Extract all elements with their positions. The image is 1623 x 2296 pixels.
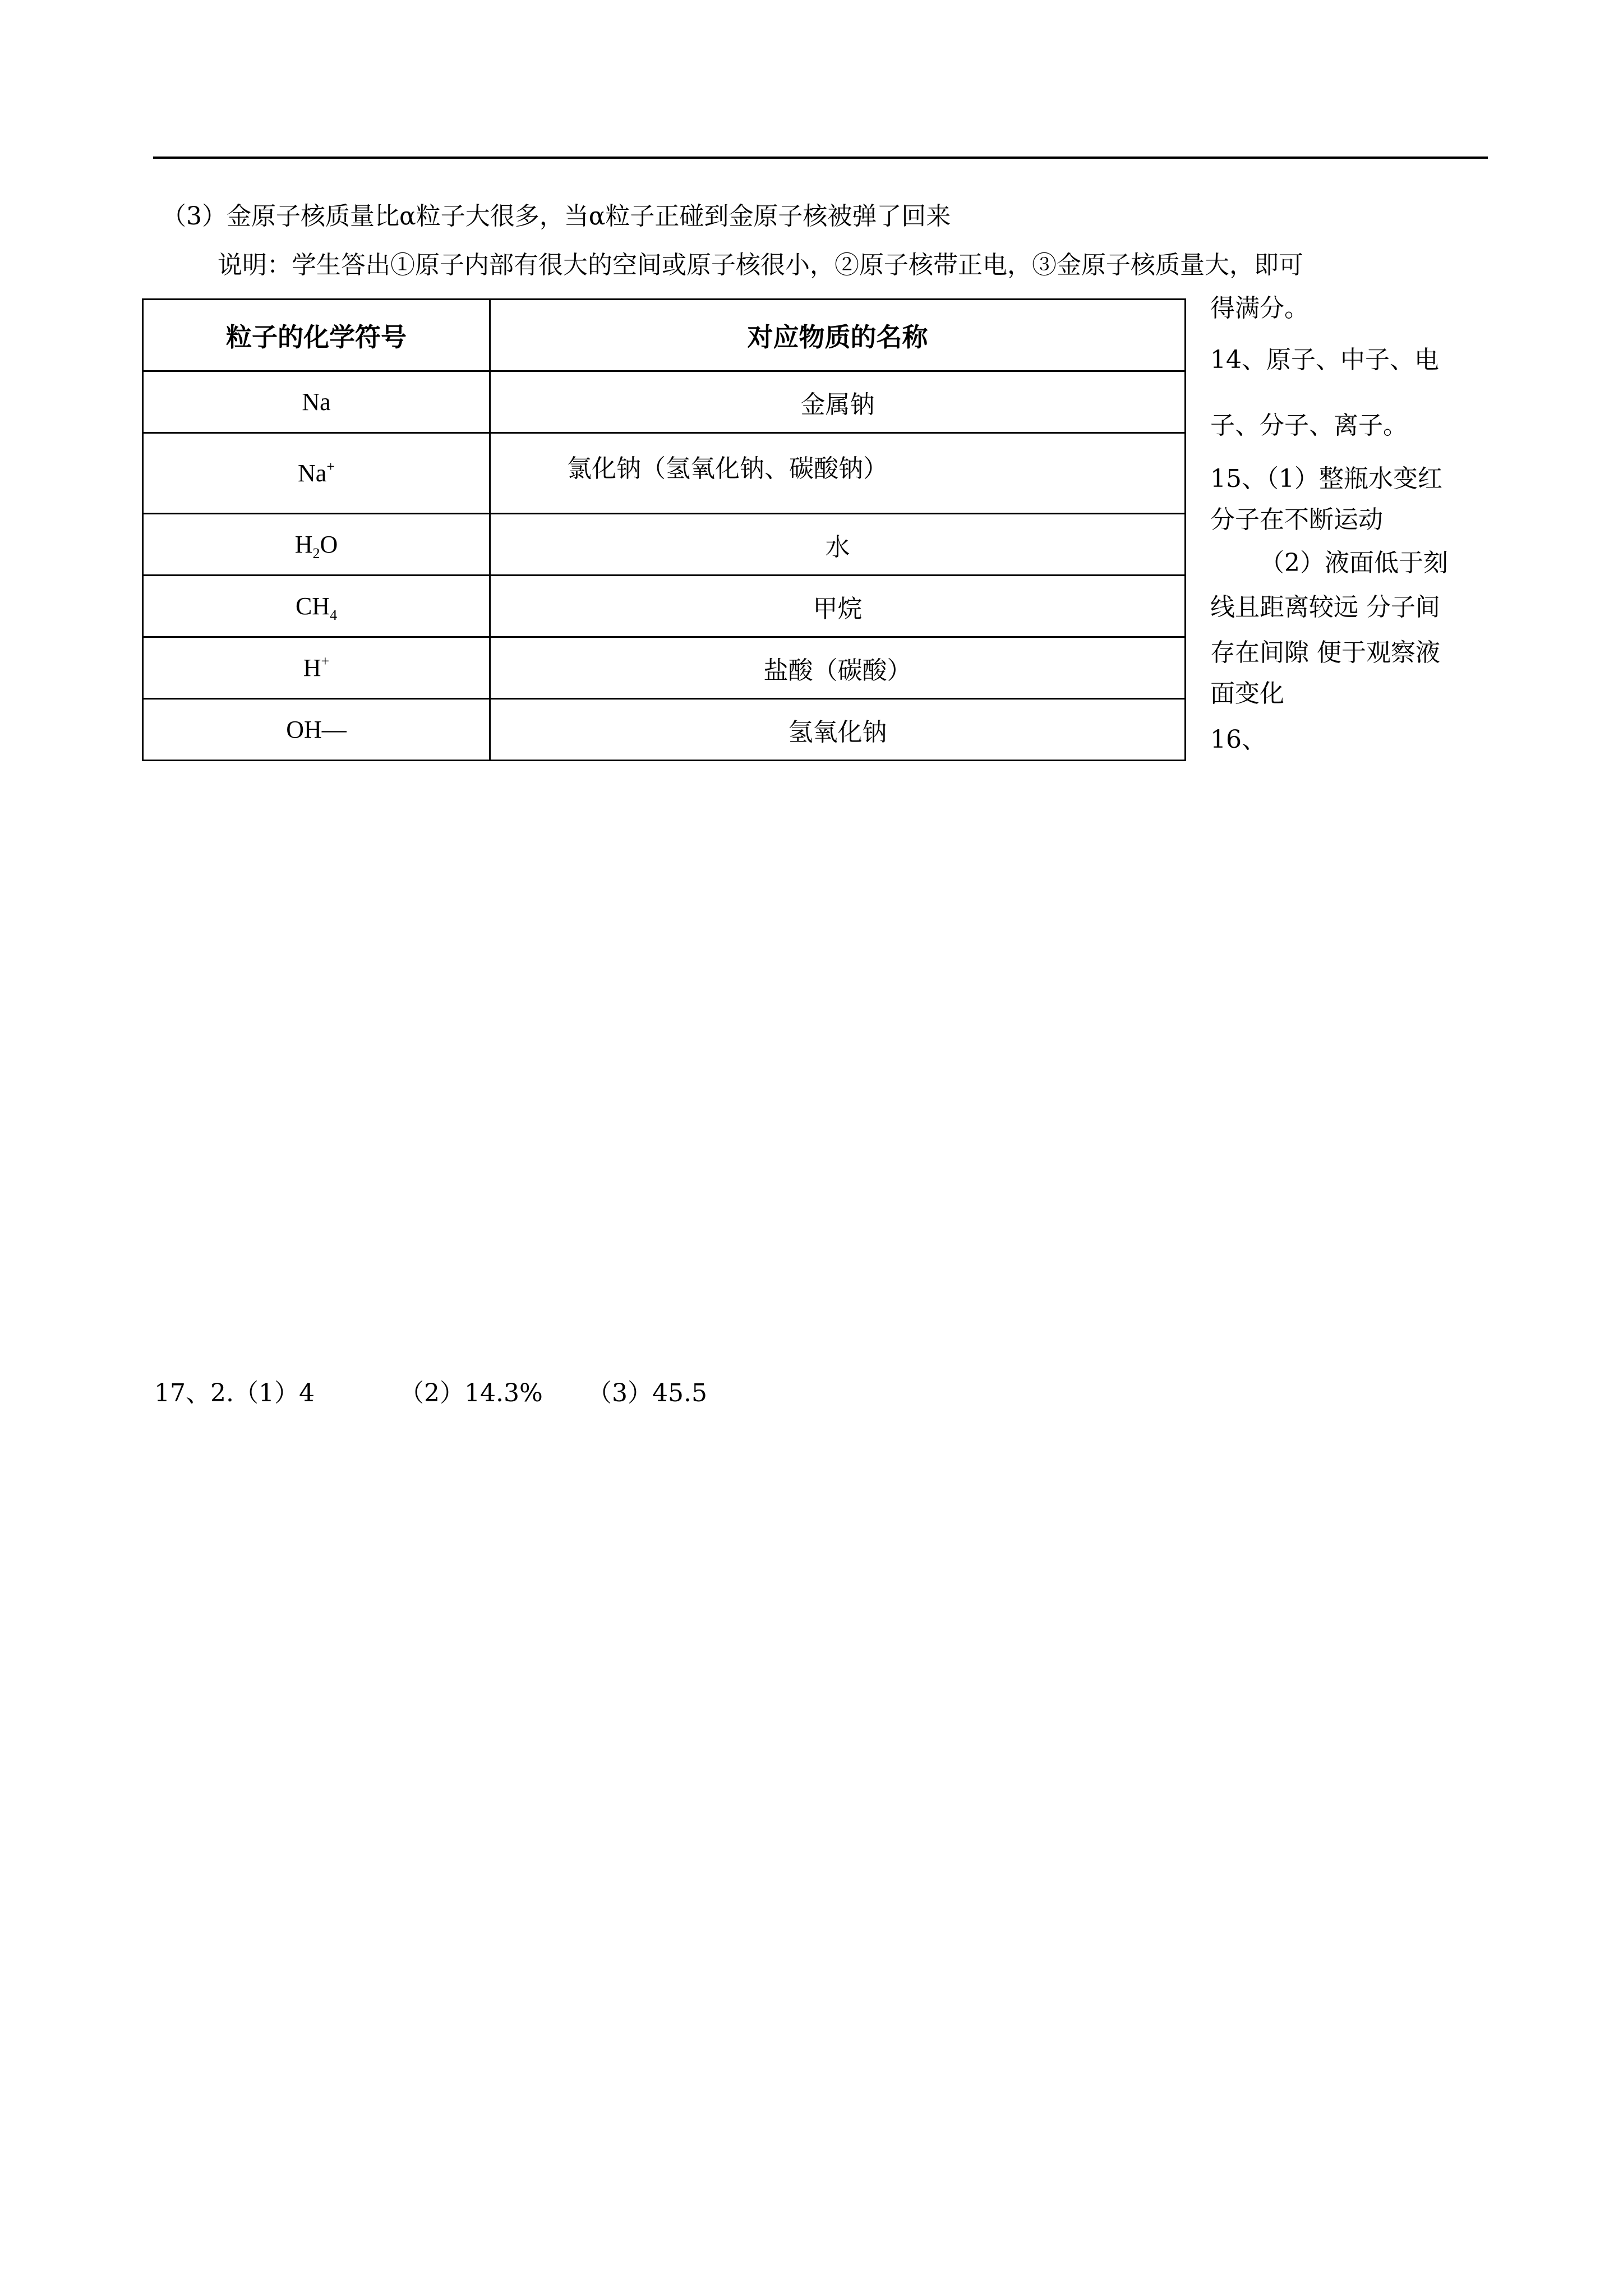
charge-superscript: + bbox=[321, 653, 330, 669]
answer-line-q13-3: （3）金原子核质量比α粒子大很多，当α粒子正碰到金原子核被弹了回来 bbox=[162, 202, 951, 231]
charge-superscript: + bbox=[326, 458, 335, 475]
symbol-text: Na bbox=[298, 459, 327, 487]
table-row bbox=[143, 699, 1186, 761]
count-subscript: 4 bbox=[330, 607, 338, 623]
name-cell: 金属钠 bbox=[490, 371, 1186, 433]
symbol-tail: O bbox=[320, 531, 338, 558]
symbol-cell bbox=[143, 371, 490, 433]
symbol-cell bbox=[143, 514, 490, 576]
symbol-cell bbox=[143, 576, 490, 637]
symbol-cell bbox=[143, 433, 490, 514]
side-note-line: 14、原子、中子、电 bbox=[1210, 346, 1439, 374]
table-row bbox=[143, 433, 1186, 514]
particle-answer-table bbox=[142, 298, 1186, 761]
count-subscript: 2 bbox=[312, 545, 320, 562]
header-symbol-cell: 粒子的化学符号 bbox=[143, 300, 490, 371]
table-row bbox=[143, 576, 1186, 637]
name-cell: 水 bbox=[490, 514, 1186, 576]
side-note-line: 线且距离较远 分子间 bbox=[1210, 593, 1440, 622]
q17-answer-part3: （3）45.5 bbox=[587, 1379, 707, 1407]
symbol-text: H bbox=[303, 654, 321, 682]
symbol-text: CH bbox=[295, 592, 330, 620]
q17-answer-part1: 17、2.（1）4 bbox=[154, 1379, 315, 1407]
table-row bbox=[143, 514, 1186, 576]
side-note-line: 面变化 bbox=[1210, 679, 1284, 708]
side-note-line: 16、 bbox=[1210, 725, 1266, 754]
side-note-line: 子、分子、离子。 bbox=[1210, 411, 1408, 440]
side-note-line: 得满分。 bbox=[1210, 294, 1309, 323]
name-cell: 盐酸（碳酸） bbox=[490, 637, 1186, 699]
symbol-tail: — bbox=[321, 716, 347, 743]
symbol-text: OH bbox=[286, 716, 322, 743]
scoring-note-line: 说明：学生答出①原子内部有很大的空间或原子核很小，②原子核带正电，③金原子核质量大，即可 bbox=[218, 251, 1303, 279]
symbol-cell bbox=[143, 699, 490, 761]
symbol-cell bbox=[143, 637, 490, 699]
header-name-cell: 对应物质的名称 bbox=[490, 300, 1186, 371]
side-note-line: （2）液面低于刻 bbox=[1260, 549, 1448, 577]
name-cell: 甲烷 bbox=[490, 576, 1186, 637]
q17-answer-part2: （2）14.3% bbox=[399, 1379, 543, 1407]
name-cell: 氢氧化钠 bbox=[490, 699, 1186, 761]
symbol-text: H bbox=[294, 531, 313, 558]
table-row bbox=[143, 637, 1186, 699]
table-row bbox=[143, 371, 1186, 433]
symbol-text: Na bbox=[302, 388, 331, 416]
side-note-line: 15、（1）整瓶水变红 bbox=[1210, 464, 1442, 493]
table-header-row bbox=[143, 300, 1186, 371]
name-cell: 氯化钠（氢氧化钠、碳酸钠） bbox=[490, 433, 1186, 514]
header-rule bbox=[153, 157, 1488, 159]
side-note-line: 分子在不断运动 bbox=[1210, 505, 1383, 534]
side-note-line: 存在间隙 便于观察液 bbox=[1210, 638, 1440, 667]
